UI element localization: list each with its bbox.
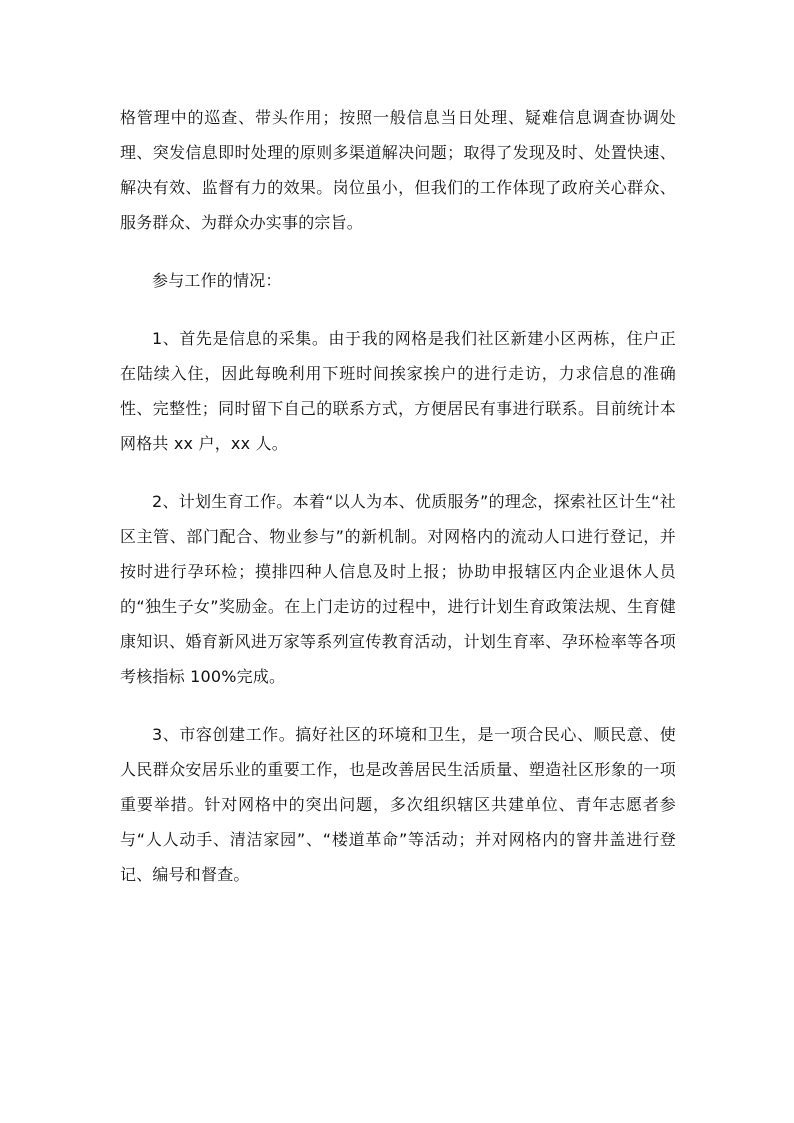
paragraph-intro-continued: 格管理中的巡查、带头作用；按照一般信息当日处理、疑难信息调查协调处理、突发信息即时处理的原则多渠道解决问题；取得了发现及时、处置快速、解决有效、监督有力的效果。岗位虽小，但我们的工作体现了政府关心群众、服务群众、为群众办实事的宗旨。 <box>120 108 676 232</box>
paragraph-item-2: 2、计划生育工作。本着“以人为本、优质服务”的理念，探索社区计生“社区主管、部门配合、物业参与”的新机制。对网格内的流动人口进行登记，并按时进行孕环检；摸排四种人信息及时上报；协助申报辖区内企业退休人员的“独生子女”奖励金。在上门走访的过程中，进行计划生育政策法规、生育健康知识、婚育新风进万家等系列宣传教育活动，计划生育率、孕环检率等各项考核指标 100%完成。 <box>120 492 676 686</box>
section-heading: 参与工作的情况： <box>152 271 282 290</box>
paragraph-item-3: 3、市容创建工作。搞好社区的环境和卫生，是一项合民心、顺民意、使人民群众安居乐业的重要工作，也是改善居民生活质量、塑造社区形象的一项重要举措。针对网格中的突出问题，多次组织辖区共建单位、青年志愿者参与“人人动手、清洁家园”、“楼道革命”等活动；并对网格内的窨井盖进行登记、编号和督查。 <box>120 725 676 884</box>
document-body <box>120 100 676 915</box>
paragraph-item-1: 1、首先是信息的采集。由于我的网格是我们社区新建小区两栋，住户正在陆续入住，因此每晚利用下班时间挨家挨户的进行走访，力求信息的准确性、完整性；同时留下自己的联系方式，方便居民有事进行联系。目前统计本网格共 xx 户，xx 人。 <box>120 329 676 453</box>
